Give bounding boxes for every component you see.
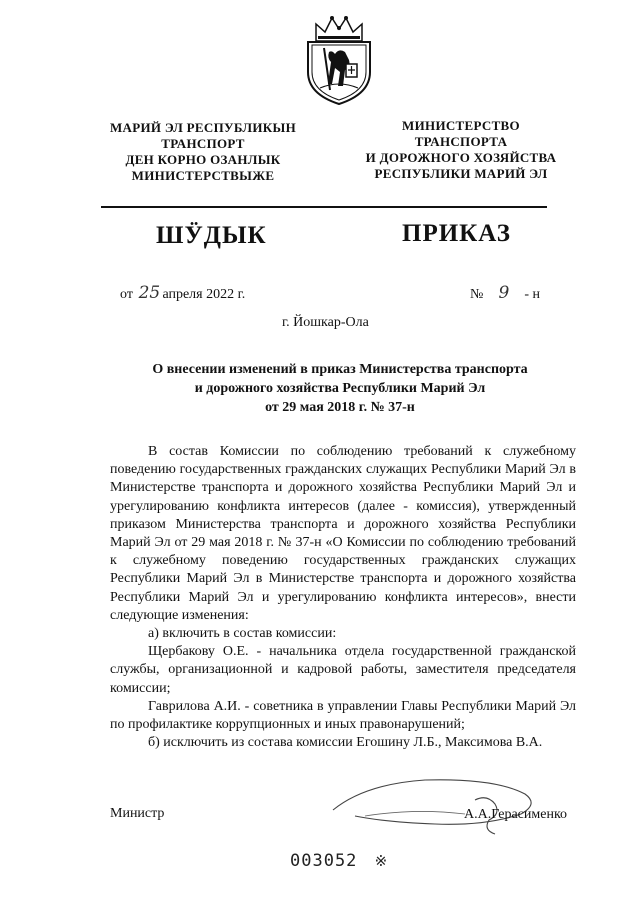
header-right-line: РЕСПУБЛИКИ МАРИЙ ЭЛ — [374, 166, 548, 181]
signature-title: Министр — [110, 806, 165, 821]
date-day-handwritten: 25 — [138, 283, 161, 303]
header-right-line: ТРАНСПОРТА — [414, 134, 508, 149]
order-body — [110, 443, 576, 752]
order-number-line — [470, 283, 540, 303]
serial-mark: ※ — [374, 852, 389, 870]
number-prefix: № — [470, 287, 484, 302]
city: г. Йошкар-Ола — [282, 315, 369, 330]
body-paragraph: а) включить в состав комиссии: — [148, 626, 337, 642]
header-left-line: ТРАНСПОРТ — [161, 136, 245, 151]
number-suffix: - н — [524, 287, 541, 302]
doc-type-russian: ПРИКАЗ — [402, 220, 511, 247]
order-title — [100, 360, 580, 417]
header-left-line: ДЕН КОРНО ОЗАНЛЫК — [125, 152, 281, 167]
header-right-line: МИНИСТЕРСТВО — [402, 118, 520, 133]
signature-name: А.А.Герасименко — [464, 807, 568, 822]
handwritten-signature — [325, 770, 545, 836]
body-paragraph: Щербакову О.Е. - начальника отдела государственной гражданской службы, организационной и кадровой работы, заместителя председателя комиссии; — [110, 644, 576, 696]
serial-digits: 003052 — [290, 851, 358, 871]
title-line: и дорожного хозяйства Республики Марий Эл — [194, 381, 486, 396]
serial-number — [290, 851, 388, 871]
title-line: от 29 мая 2018 г. № 37-н — [265, 400, 415, 415]
header-divider — [101, 206, 547, 208]
header-left-line: МИНИСТЕРСТВЫЖЕ — [131, 168, 275, 183]
number-handwritten: 9 — [498, 283, 510, 303]
header-right-line: И ДОРОЖНОГО ХОЗЯЙСТВА — [365, 150, 557, 165]
title-line: О внесении изменений в приказ Министерства транспорта — [152, 362, 528, 377]
date-line — [120, 283, 245, 303]
doc-type-mari: ШӰДЫК — [156, 222, 267, 249]
date-rest: апреля 2022 г. — [162, 287, 246, 302]
header-left-line: МАРИЙ ЭЛ РЕСПУБЛИКЫН — [109, 120, 297, 135]
header-left-ministry-name — [96, 120, 310, 184]
header-right-ministry-name — [356, 118, 566, 182]
body-paragraph: Гаврилова А.И. - советника в управлении Главы Республики Марий Эл по профилактике коррупционных и иных правонарушений; — [110, 698, 576, 733]
date-prefix: от — [120, 287, 133, 302]
coat-of-arms-icon — [302, 14, 376, 106]
body-paragraph: б) исключить из состава комиссии Егошину Л.Б., Максимова В.А. — [148, 735, 543, 751]
body-paragraph: В состав Комиссии по соблюдению требований к служебному поведению государственных гражданских служащих Республики Марий Эл в Министерстве транспорта и дорожного хозяйства Республики Марий Эл и урегулированию конфликта интересов (далее - комиссия), утвержденный приказом Министерства транспорта и дорожного хозяйства Республики Марий Эл от 29 мая 2018 г. № 37-н «О Комиссии по соблюдению требований к служебному поведению государственных гражданских служащих Республики Марий Эл в Министерстве транспорта и дорожного хозяйства Республики Марий Эл и урегулированию конфликта интересов», внести следующие изменения: — [110, 444, 576, 623]
